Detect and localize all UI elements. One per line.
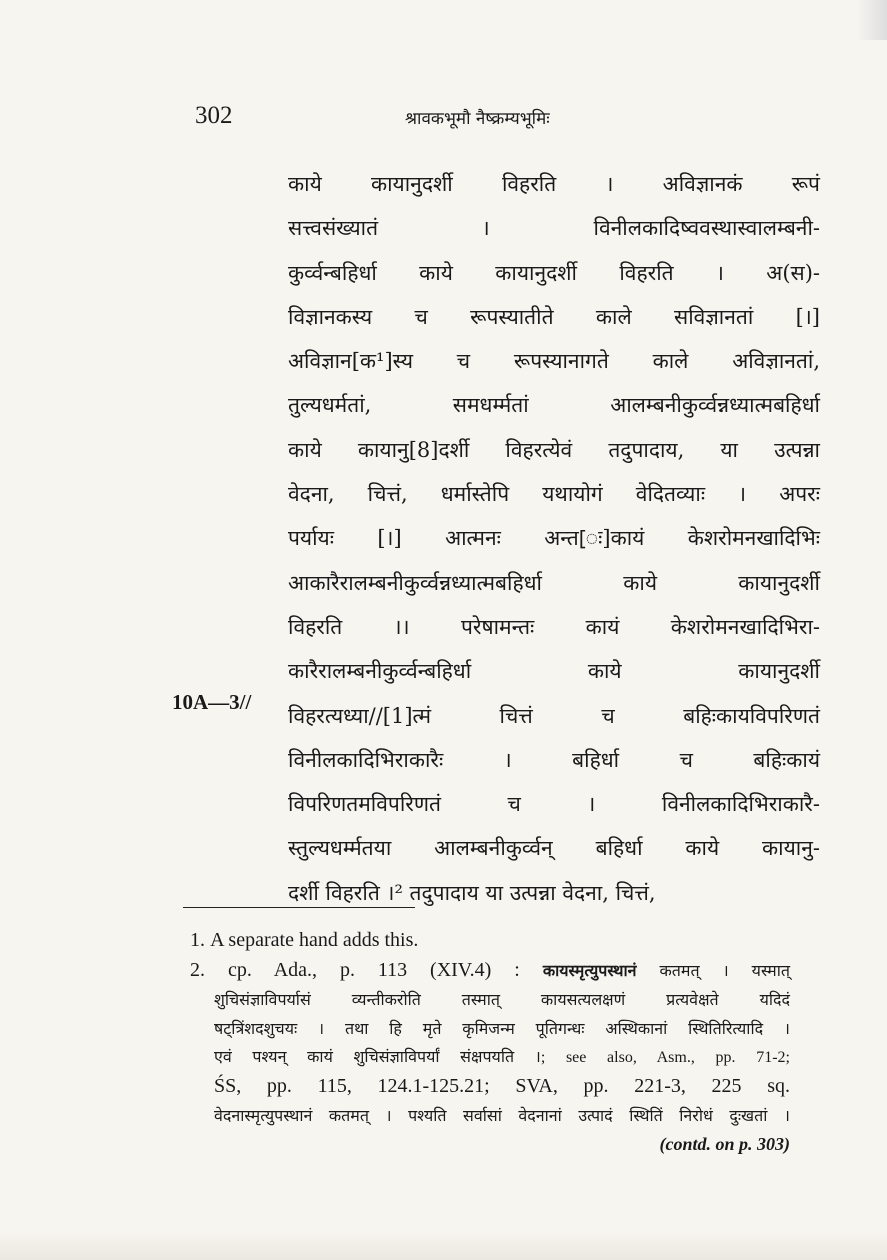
footnote-line: एवं पश्यन् कायं शुचिसंज्ञाविपर्यां संक्षपयति ।; see also, Asm., pp. 71-2; bbox=[214, 1049, 790, 1066]
text-line: विपरिणतमविपरिणतं च । विनीलकादिभिराकारै- bbox=[288, 792, 820, 817]
footnote-number: 2. bbox=[190, 959, 205, 981]
text-line: पर्यायः [।] आत्मनः अन्त[ः]कायं केशरोमनखादिभिः bbox=[288, 526, 820, 551]
page-number: 302 bbox=[195, 102, 233, 129]
main-text bbox=[288, 162, 820, 915]
text-line: विहरति ।। परेषामन्तः कायं केशरोमनखादिभिरा- bbox=[288, 614, 820, 639]
manuscript-folio-reference: 10A—3// bbox=[172, 690, 252, 714]
text-line: काये कायानुदर्शी विहरति । अविज्ञानकं रूपं bbox=[288, 172, 820, 196]
text-line: स्तुल्यधर्म्मतया आलम्बनीकुर्व्वन् बहिर्धा काये कायानु- bbox=[288, 836, 820, 861]
footnote-rule bbox=[183, 907, 415, 908]
footnote-line: ŚS, pp. 115, 124.1-125.21; SVA, pp. 221-3, 225 sq. bbox=[214, 1075, 790, 1097]
footnote-line: षट्त्रिंशदशुचयः । तथा हि मृते कृमिजन्म पूतिगन्धः अस्थिकानां स्थितिरित्यादि । bbox=[214, 1019, 790, 1038]
footnote-2 bbox=[190, 956, 790, 1159]
continuation-note: (contd. on p. 303) bbox=[659, 1134, 790, 1154]
text-line: कुर्व्वन्बहिर्धा काये कायानुदर्शी विहरति । अ(स)- bbox=[288, 260, 820, 285]
text-line: तुल्यधर्मतां, समधर्म्मतां आलम्बनीकुर्व्वन्नध्यात्मबहिर्धा bbox=[288, 393, 820, 418]
footnote-line: शुचिसंज्ञाविपर्यासं व्यन्तीकरोति तस्मात् कायसत्यलक्षणं प्रत्यवेक्षते यदिदं bbox=[214, 990, 790, 1009]
text-line: विहरत्यध्या//[1]त्मं चित्तं च बहिःकायविपरिणतं bbox=[288, 703, 820, 728]
footnote-line: वेदनास्मृत्युपस्थानं कतमत् । पश्यति सर्वासां वेदनानां उत्पादं स्थितिं निरोधं दुःखतां । bbox=[214, 1106, 790, 1125]
text-line: कारैरालम्बनीकुर्व्वन्बहिर्धा काये कायानुदर्शी bbox=[288, 659, 820, 684]
footnote-term: कायस्मृत्युपस्थानं bbox=[542, 961, 637, 980]
footnote-citation: cp. Ada., p. 113 (XIV.4) : bbox=[228, 959, 520, 981]
scan-corner-shadow bbox=[857, 0, 887, 40]
text-line: वेदना, चित्तं, धर्मास्तेपि यथायोगं वेदितव्याः । अपरः bbox=[288, 482, 820, 507]
text-line: आकारैरालम्बनीकुर्व्वन्नध्यात्मबहिर्धा काये कायानुदर्शी bbox=[288, 570, 820, 595]
footnote-text: A separate hand adds this. bbox=[210, 929, 419, 951]
text-line: दर्शी विहरति ।² तदुपादाय या उत्पन्ना वेदना, चित्तं, bbox=[288, 880, 656, 905]
text-line: अविज्ञान[क¹]स्य च रूपस्यानागते काले अविज्ञानतां, bbox=[288, 349, 820, 374]
text-line: विनीलकादिभिराकारैः । बहिर्धा च बहिःकायं bbox=[288, 747, 820, 772]
text-line: विज्ञानकस्य च रूपस्यातीते काले सविज्ञानतां [।] bbox=[288, 304, 820, 329]
footnote-number: 1. bbox=[190, 929, 205, 951]
footnotes bbox=[190, 924, 790, 1159]
footnote-text: कतमत् । यस्मात् bbox=[659, 961, 791, 980]
running-title: श्रावकभूमौ नैष्क्रम्यभूमिः bbox=[405, 109, 550, 129]
page-header bbox=[195, 98, 835, 138]
footnote-line bbox=[190, 956, 790, 985]
scan-bottom-edge bbox=[0, 1230, 887, 1260]
text-line: सत्त्वसंख्यातं । विनीलकादिष्ववस्थास्वालम्बनी- bbox=[288, 216, 820, 241]
footnote-1 bbox=[190, 924, 790, 956]
text-line: काये कायानु[8]दर्शी विहरत्येवं तदुपादाय, या उत्पन्ना bbox=[288, 437, 820, 462]
